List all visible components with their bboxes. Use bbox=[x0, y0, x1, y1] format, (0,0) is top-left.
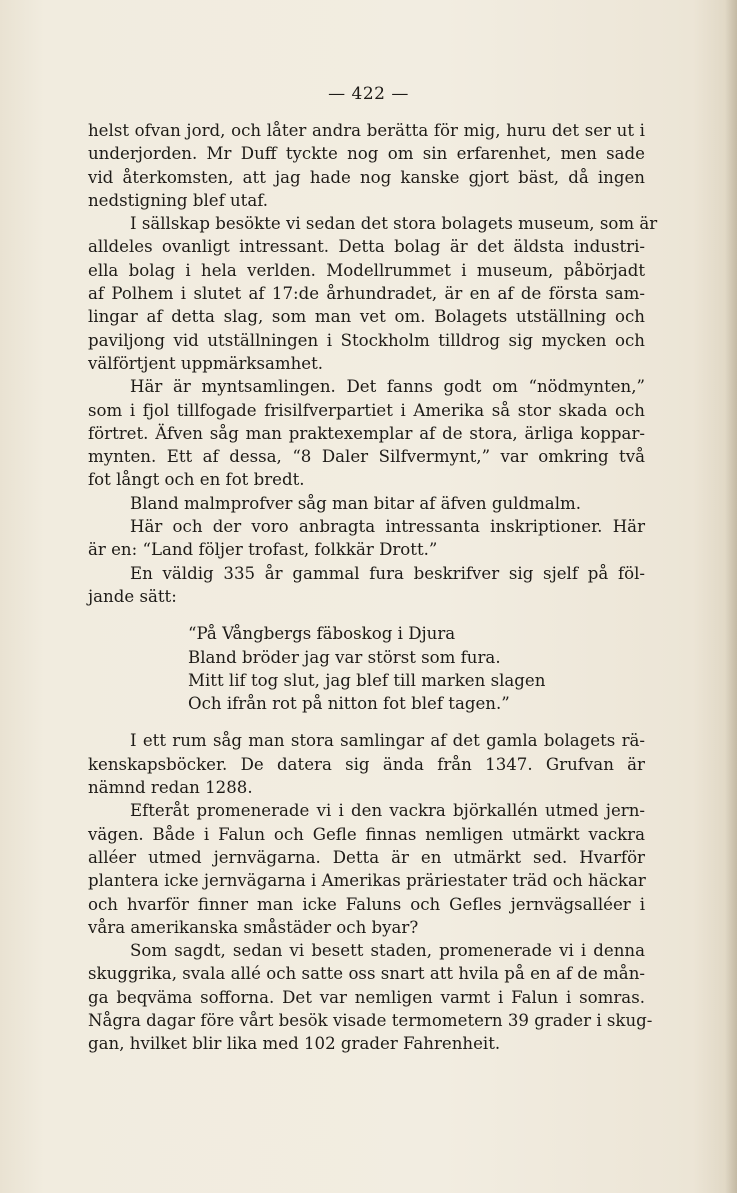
stanza-spacing bbox=[88, 608, 645, 622]
stanza-spacing bbox=[88, 715, 645, 729]
page-body-text bbox=[88, 119, 658, 1056]
poem-line: “På Vångbergs fäboskog i Djura bbox=[188, 624, 456, 644]
text-line: vid återkomsten, att jag hade nog kanske gjort bäst, då ingen bbox=[88, 167, 645, 187]
text-line: jande sätt: bbox=[88, 586, 177, 606]
text-line: alléer utmed jernvägarna. Detta är en utmärkt sed. Hvarför bbox=[88, 847, 645, 867]
text-line: och hvarför finner man icke Faluns och Gefles jernvägsalléer i bbox=[88, 894, 645, 914]
poem-line: Mitt lif tog slut, jag blef till marken slagen bbox=[188, 670, 546, 690]
poem-line: Bland bröder jag var störst som fura. bbox=[188, 647, 501, 667]
text-line: gan, hvilket blir lika med 102 grader Fahrenheit. bbox=[88, 1034, 501, 1054]
text-line: vägen. Både i Falun och Gefle finnas nemligen utmärkt vackra bbox=[88, 824, 645, 844]
text-line: fot långt och en fot bredt. bbox=[88, 470, 305, 490]
page-number: — 422 — bbox=[328, 84, 409, 104]
text-line: helst ofvan jord, och låter andra berätta för mig, huru det ser ut i bbox=[88, 121, 645, 140]
text-line: är en: “Land följer trofast, folkkär Drott.” bbox=[88, 540, 438, 560]
text-line: Bland malmprofver såg man bitar af äfven guldmalm. bbox=[130, 493, 582, 513]
text-line: alldeles ovanligt intressant. Detta bolag är det äldsta industri- bbox=[88, 237, 645, 257]
text-line: Här och der voro anbragta intressanta inskriptioner. Här bbox=[130, 517, 645, 537]
text-line: nämnd redan 1288. bbox=[88, 778, 253, 798]
poem-line: Och ifrån rot på nitton fot blef tagen.” bbox=[188, 694, 510, 714]
text-line: underjorden. Mr Duff tyckte nog om sin erfarenhet, men sade bbox=[88, 144, 645, 164]
text-line: Som sagdt, sedan vi besett staden, promenerade vi i denna bbox=[130, 941, 645, 961]
text-line: våra amerikanska småstäder och byar? bbox=[88, 917, 419, 937]
text-line: I ett rum såg man stora samlingar af det gamla bolagets rä- bbox=[130, 731, 645, 751]
text-line: lingar af detta slag, som man vet om. Bolagets utställning och bbox=[88, 307, 645, 327]
text-line: Här är myntsamlingen. Det fanns godt om “nödmynten,” bbox=[130, 377, 645, 397]
text-line: af Polhem i slutet af 17:de århundradet, är en af de första sam- bbox=[88, 284, 645, 304]
text-line: välförtjent uppmärksamhet. bbox=[88, 353, 324, 373]
page-edge-shadow bbox=[725, 0, 737, 1193]
text-line: Några dagar före vårt besök visade termometern 39 grader i skug- bbox=[88, 1010, 653, 1030]
text-line: Efteråt promenerade vi i den vackra björkallén utmed jern- bbox=[130, 801, 645, 821]
text-line: I sällskap besökte vi sedan det stora bolagets museum, som är bbox=[130, 214, 658, 234]
text-line: mynten. Ett af dessa, “8 Daler Silfvermynt,” var omkring två bbox=[88, 447, 645, 467]
text-line: En väldig 335 år gammal fura beskrifver sig sjelf på föl- bbox=[130, 563, 645, 583]
text-line: nedstigning blef utaf. bbox=[88, 190, 269, 210]
text-line: kenskapsböcker. De datera sig ända från 1347. Grufvan är bbox=[88, 754, 645, 774]
text-line: ga beqväma sofforna. Det var nemligen varmt i Falun i somras. bbox=[88, 987, 645, 1007]
text-line: plantera icke jernvägarna i Amerikas präriestater träd och häckar bbox=[88, 871, 646, 891]
text-line: som i fjol tillfogade frisilfverpartiet i Amerika så stor skada och bbox=[88, 400, 645, 420]
text-line: paviljong vid utställningen i Stockholm tilldrog sig mycken och bbox=[88, 330, 645, 350]
text-line: ella bolag i hela verlden. Modellrummet i museum, påbörjadt bbox=[88, 260, 645, 280]
text-line: skuggrika, svala allé och satte oss snart att hvila på en af de mån- bbox=[88, 964, 645, 984]
text-line: förtret. Äfven såg man praktexemplar af de stora, ärliga koppar- bbox=[88, 423, 645, 443]
